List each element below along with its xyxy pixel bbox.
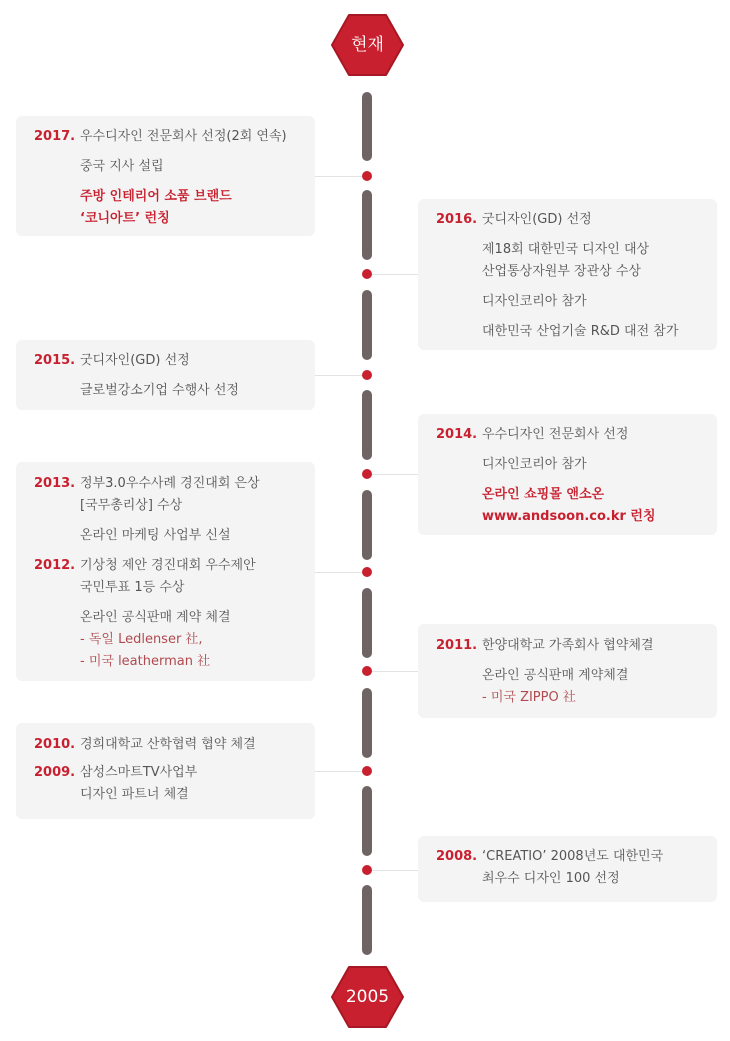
history-item: ‘CREATIO’ 2008년도 대한민국: [482, 849, 664, 864]
history-item: 디자인 파트너 체결: [80, 787, 189, 802]
start-year-marker-label: 2005: [345, 987, 390, 1007]
year-label: 2016.: [436, 212, 478, 227]
connector-line: [315, 176, 367, 177]
history-item-highlight: 주방 인테리어 소품 브랜드: [80, 189, 232, 204]
history-item-highlight: 온라인 쇼핑몰 앤소온: [482, 487, 605, 502]
history-item: 디자인코리아 참가: [482, 294, 587, 309]
connector-line: [315, 375, 367, 376]
history-subitem: - 미국 leatherman 社: [80, 654, 211, 669]
timeline-spine-segment: [362, 290, 372, 360]
timeline-spine-segment: [362, 490, 372, 560]
history-item: 온라인 마케팅 사업부 신설: [80, 528, 231, 543]
timeline-spine-segment: [362, 688, 372, 758]
history-item: 국민투표 1등 수상: [80, 580, 185, 595]
year-label: 2013.: [34, 476, 76, 491]
timeline-dot: [362, 567, 372, 577]
connector-line: [367, 671, 419, 672]
year-label: 2012.: [34, 558, 76, 573]
history-item: 디자인코리아 참가: [482, 457, 587, 472]
history-card-2008: [418, 836, 717, 902]
timeline-dot: [362, 666, 372, 676]
year-label: 2015.: [34, 353, 76, 368]
history-card-2010-2009: [16, 723, 315, 819]
history-item: 온라인 공식판매 계약 체결: [80, 610, 231, 625]
timeline-dot: [362, 865, 372, 875]
history-item: 중국 지사 설립: [80, 159, 164, 174]
timeline-dot: [362, 469, 372, 479]
year-label: 2014.: [436, 427, 478, 442]
history-item: 기상청 제안 경진대회 우수제안: [80, 558, 256, 573]
year-label: 2008.: [436, 849, 478, 864]
connector-line: [315, 572, 367, 573]
history-item: 정부3.0우수사례 경진대회 은상: [80, 476, 260, 491]
history-item: 우수디자인 전문회사 선정: [482, 427, 629, 442]
history-item: 경희대학교 산학협력 협약 체결: [80, 737, 256, 752]
history-card-2011: [418, 624, 717, 718]
connector-line: [367, 274, 419, 275]
start-year-marker: [331, 966, 404, 1028]
history-item: 산업통상자원부 장관상 수상: [482, 264, 641, 279]
timeline-spine-segment: [362, 92, 372, 161]
history-item: 글로벌강소기업 수행사 선정: [80, 383, 239, 398]
history-item: [국무총리상] 수상: [80, 498, 183, 513]
history-item: 우수디자인 전문회사 선정(2회 연속): [80, 129, 287, 144]
timeline-spine-segment: [362, 588, 372, 658]
history-item: 온라인 공식판매 계약체결: [482, 668, 629, 683]
history-item: 굿디자인(GD) 선정: [80, 353, 190, 368]
history-subitem: - 미국 ZIPPO 社: [482, 690, 576, 705]
present-marker: [331, 14, 404, 76]
history-item-highlight: www.andsoon.co.kr 런칭: [482, 509, 656, 524]
history-item-highlight: ‘코니아트’ 런칭: [80, 211, 170, 226]
history-item: 굿디자인(GD) 선정: [482, 212, 592, 227]
timeline-dot: [362, 171, 372, 181]
history-card-2013-2012: [16, 462, 315, 681]
timeline-dot: [362, 370, 372, 380]
history-item: 한양대학교 가족회사 협약체결: [482, 638, 654, 653]
timeline-spine-segment: [362, 786, 372, 856]
year-label: 2009.: [34, 765, 76, 780]
year-label: 2010.: [34, 737, 76, 752]
history-card-2014: [418, 414, 717, 535]
history-item: 최우수 디자인 100 선정: [482, 871, 620, 886]
timeline-dot: [362, 269, 372, 279]
timeline-spine-segment: [362, 190, 372, 260]
history-subitem: - 독일 Ledlenser 社,: [80, 632, 203, 647]
history-card-2016: [418, 199, 717, 350]
year-label: 2017.: [34, 129, 76, 144]
history-item: 대한민국 산업기술 R&D 대전 참가: [482, 324, 679, 339]
timeline-spine-segment: [362, 885, 372, 955]
history-item: 삼성스마트TV사업부: [80, 765, 198, 780]
connector-line: [315, 771, 367, 772]
connector-line: [367, 474, 419, 475]
history-item: 제18회 대한민국 디자인 대상: [482, 242, 650, 257]
history-card-2015: [16, 340, 315, 410]
history-card-2017: [16, 116, 315, 236]
connector-line: [367, 870, 419, 871]
timeline-dot: [362, 766, 372, 776]
timeline-spine-segment: [362, 390, 372, 460]
year-label: 2011.: [436, 638, 478, 653]
present-marker-label: 현재: [351, 35, 384, 55]
